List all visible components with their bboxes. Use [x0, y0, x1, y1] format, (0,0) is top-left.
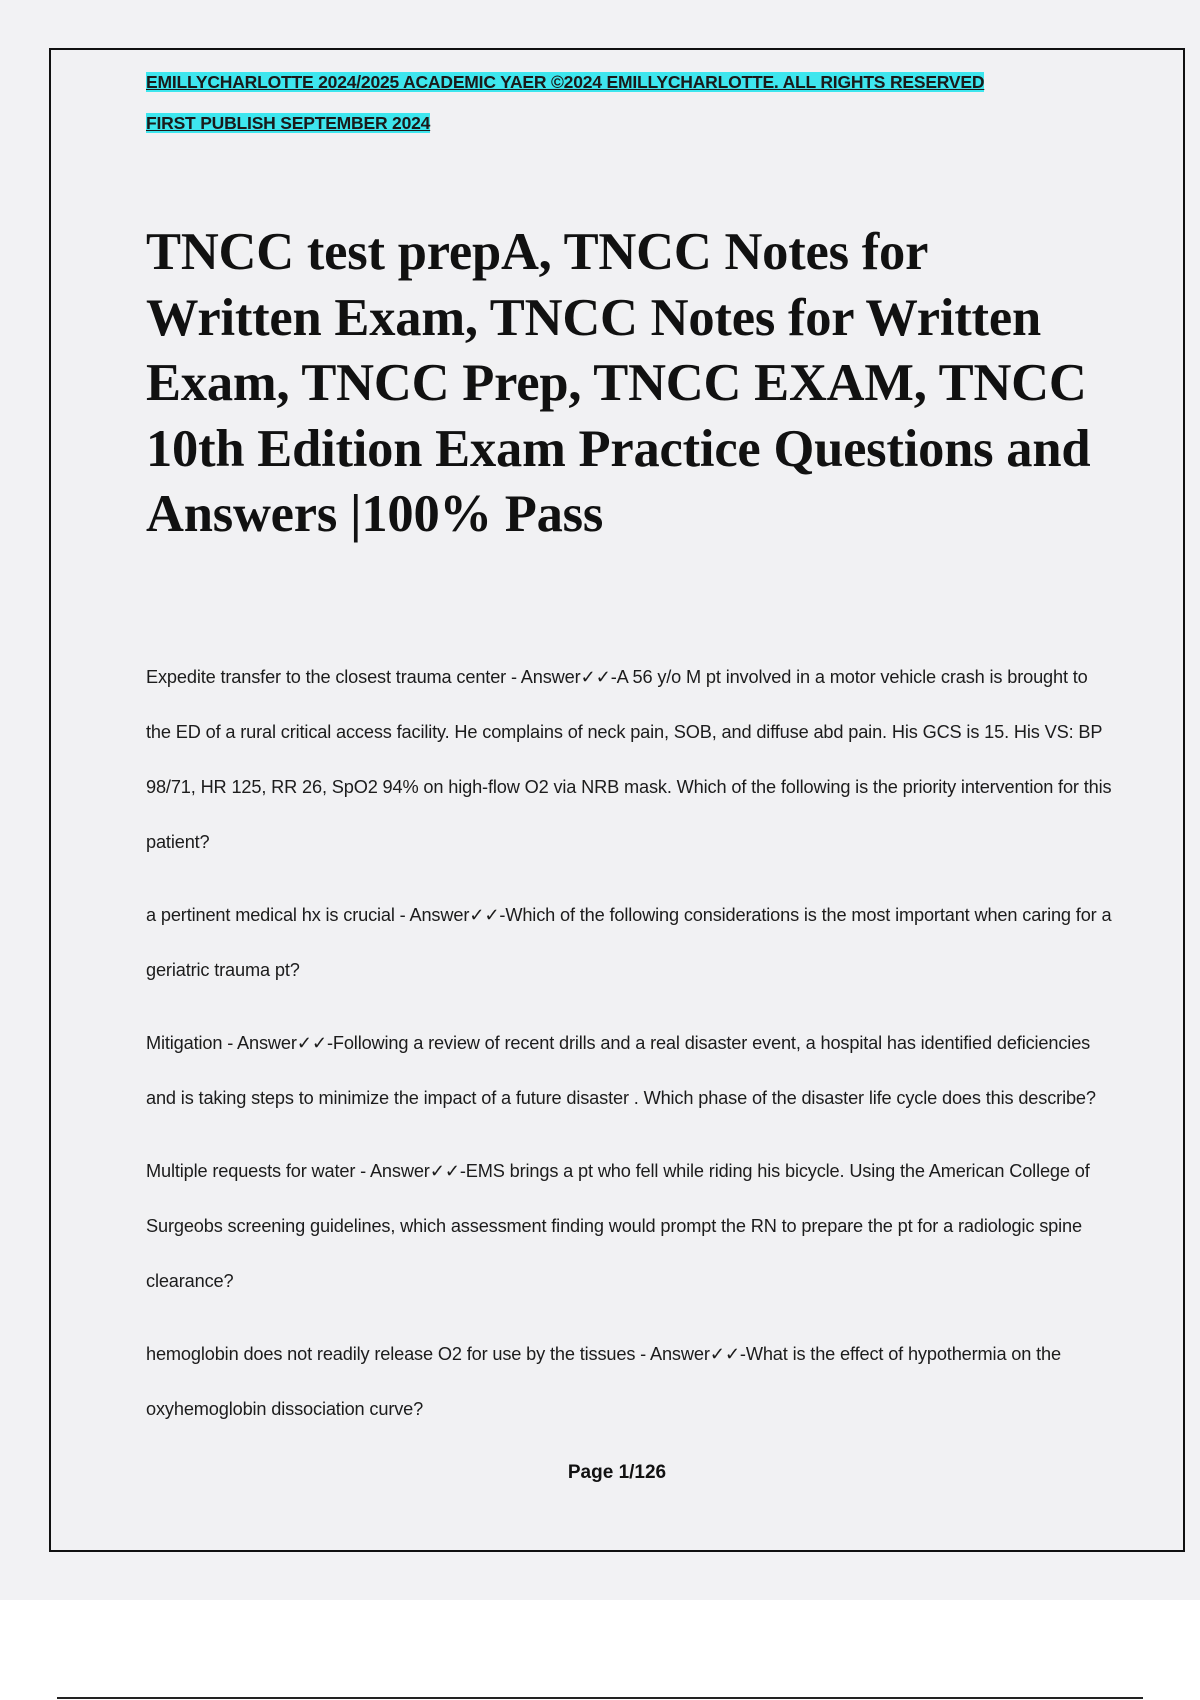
copyright-line: EMILLYCHARLOTTE 2024/2025 ACADEMIC YAER ©2024 EMILLYCHARLOTTE. ALL RIGHTS RESERVED: [146, 72, 985, 92]
document-page: [49, 48, 1185, 1552]
qa-item: a pertinent medical hx is crucial - Answer✓✓-Which of the following considerations is the most important when caring for a geriatric trauma pt?: [146, 905, 1112, 980]
qa-item: Mitigation - Answer✓✓-Following a review of recent drills and a real disaster event, a hospital has identified deficiencies and is taking steps to minimize the impact of a future disaster . Which phase of the disaster life cycle does this describe?: [146, 1033, 1096, 1108]
qa-item: hemoglobin does not readily release O2 for use by the tissues - Answer✓✓-What is the effect of hypothermia on the oxyhemoglobin dissociation curve?: [146, 1344, 1061, 1419]
document-title: TNCC test prepA, TNCC Notes for Written Exam, TNCC Notes for Written Exam, TNCC Prep, TNCC EXAM, TNCC 10th Edition Exam Practice Questions and Answers |100% Pass: [146, 223, 1091, 543]
divider: [57, 1697, 1143, 1699]
publish-date-line: FIRST PUBLISH SEPTEMBER 2024: [146, 113, 431, 133]
copyright-header: [146, 72, 1096, 134]
qa-item: Multiple requests for water - Answer✓✓-EMS brings a pt who fell while riding his bicycle. Using the American College of Surgeobs screening guidelines, which assessment finding would prompt the RN to prepare the pt for a radiologic spine clearance?: [146, 1161, 1090, 1291]
page-number: Page 1/126: [567, 1462, 667, 1483]
next-page-area: [0, 1600, 1200, 1700]
qa-item: Expedite transfer to the closest trauma center - Answer✓✓-A 56 y/o M pt involved in a motor vehicle crash is brought to the ED of a rural critical access facility. He complains of neck pain, SOB, and diffuse abd pain. His GCS is 15. His VS: BP 98/71, HR 125, RR 26, SpO2 94% on high-flow O2 via NRB mask. Which of the following is the priority intervention for this patient?: [146, 667, 1112, 852]
qa-list: [146, 650, 1116, 1455]
